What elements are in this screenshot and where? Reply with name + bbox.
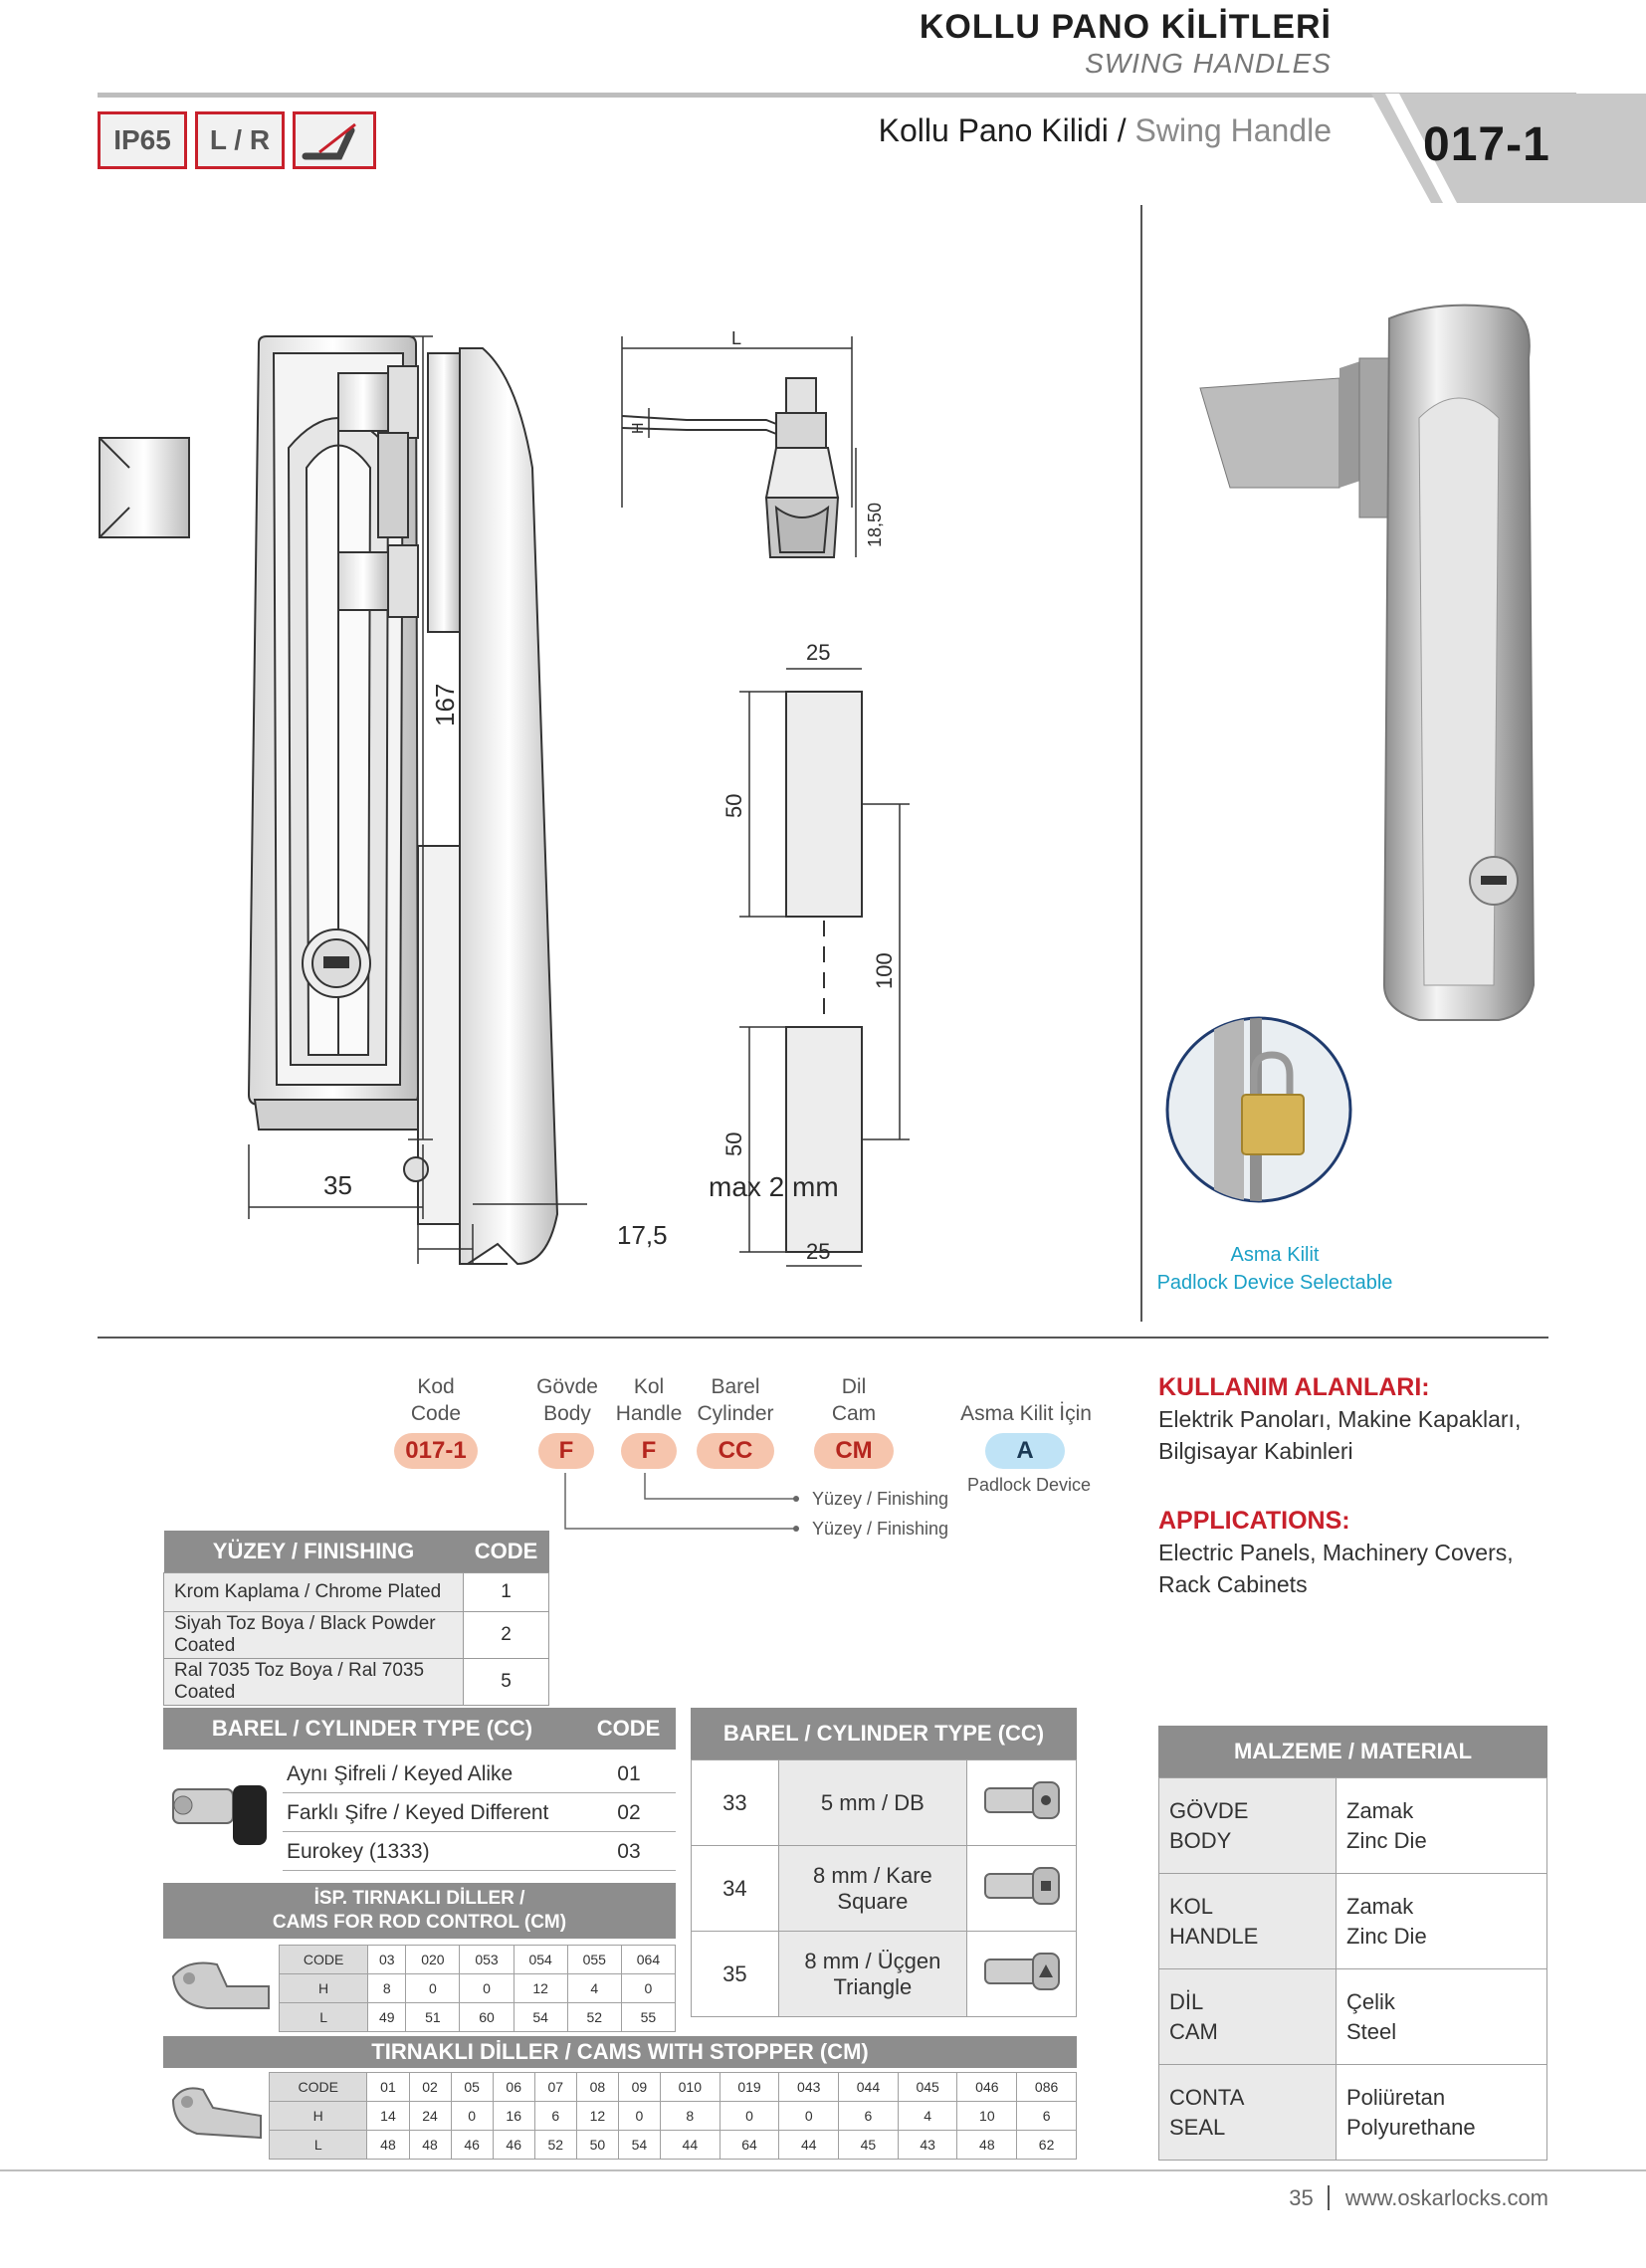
table-row [283, 1833, 676, 1871]
table-cell: 053 [460, 1946, 514, 1974]
table-cell: 16 [493, 2102, 534, 2131]
material-key-en: HANDLE [1169, 1923, 1259, 1949]
applications-text-en [1158, 1537, 1514, 1600]
table-cell: 07 [534, 2073, 576, 2102]
table-cell: 0 [618, 2102, 660, 2131]
ordering-head-cam [814, 1373, 894, 1427]
dim-cutout-50-bottom: 50 [721, 1132, 746, 1156]
drawing-divider [1140, 205, 1142, 1322]
material-key-tr: DİL [1169, 1988, 1204, 2014]
ordering-head-tr: Asma Kilit İçin [960, 1402, 1092, 1425]
cylinder-barrel-desc-line2: Triangle [833, 1973, 913, 1999]
applications-text-en-line1: Electric Panels, Machinery Covers, [1158, 1540, 1514, 1565]
ordering-head-tr: Kod [417, 1375, 455, 1398]
table-cell: 0 [406, 1974, 460, 2003]
cylinder-type-label: Farklı Şifre / Keyed Different [287, 1800, 549, 1824]
table-cell: 6 [534, 2102, 576, 2131]
applications-text-tr-line1: Elektrik Panoları, Makine Kapakları, [1158, 1406, 1522, 1432]
table-cell: 62 [1017, 2131, 1077, 2160]
table-cell: 4 [898, 2102, 957, 2131]
table-row [270, 2073, 1077, 2102]
material-key-tr: KOL [1169, 1893, 1214, 1919]
ordering-head-code [396, 1373, 476, 1427]
table-cell: 08 [576, 2073, 618, 2102]
page-number: 35 [1289, 2185, 1329, 2210]
product-photo [1190, 299, 1568, 1055]
material-key [1159, 1969, 1337, 2065]
table-cell: 8 [368, 1974, 406, 2003]
material-key-en: SEAL [1169, 2114, 1226, 2140]
cylinder-type-label: Aynı Şifreli / Keyed Alike [287, 1761, 514, 1785]
table-cell: 48 [367, 2131, 409, 2160]
table-cell: 45 [839, 2131, 899, 2160]
cylinder-barrel-desc [778, 1846, 966, 1932]
technical-drawing [90, 209, 1144, 1304]
table-cell: 51 [406, 2003, 460, 2032]
table-row [1159, 1778, 1547, 1874]
material-value-tr: Çelik [1346, 1988, 1395, 2014]
table-cell: 24 [409, 2102, 451, 2131]
cylinder-barrel-code: 33 [692, 1760, 779, 1846]
website-link[interactable]: www.oskarlocks.com [1344, 2185, 1548, 2210]
cylinder-type-label: Eurokey (1333) [287, 1839, 430, 1863]
material-value-en: Zinc Die [1346, 1923, 1427, 1949]
table-row [270, 2102, 1077, 2131]
ordering-head-tr: Gövde [536, 1375, 598, 1398]
table-row [283, 1755, 676, 1793]
table-cell: 52 [567, 2003, 621, 2032]
material-value-tr: Zamak [1346, 1893, 1414, 1919]
table-cell: 48 [409, 2131, 451, 2160]
stopper-cam-icon [167, 2074, 267, 2154]
table-cell: 12 [514, 1974, 567, 2003]
table-cell: 44 [779, 2131, 839, 2160]
footer-divider [0, 2169, 1646, 2171]
cylinder-barrel-desc [778, 1760, 966, 1846]
cylinder-barrel-image [967, 1932, 1077, 2017]
table-cell: 019 [720, 2073, 779, 2102]
table-cell: 09 [618, 2073, 660, 2102]
finishing-header-label: YÜZEY / FINISHING [164, 1531, 464, 1572]
material-key-tr: GÖVDE [1169, 1797, 1249, 1823]
product-code: 017-1 [1423, 118, 1550, 171]
table-cell: 4 [567, 1974, 621, 2003]
material-key [1159, 2065, 1337, 2161]
table-cell: 0 [460, 1974, 514, 2003]
ordering-cam-pill: CM [814, 1433, 894, 1469]
finishing-label: Siyah Toz Boya / Black Powder Coated [164, 1611, 464, 1658]
table-cell: 46 [493, 2131, 534, 2160]
table-cell: 55 [621, 2003, 675, 2032]
finishing-table [163, 1531, 549, 1706]
cylinder-type-code: 02 [617, 1800, 641, 1824]
padlock-caption-tr: Asma Kilit [1230, 1244, 1320, 1266]
footer [1289, 2185, 1548, 2211]
model-name-en: Swing Handle [1134, 112, 1332, 148]
dim-cutout-100: 100 [872, 952, 897, 989]
cam-detail [622, 378, 838, 557]
table-cell: 06 [493, 2073, 534, 2102]
table-row [270, 2131, 1077, 2160]
left-right-badge: L / R [195, 111, 285, 169]
table-row [692, 1846, 1077, 1932]
table-cell: 8 [660, 2102, 720, 2131]
material-value-tr: Poliüretan [1346, 2084, 1446, 2110]
applications-text-tr [1158, 1403, 1521, 1467]
applications-text-tr-line2: Bilgisayar Kabinleri [1158, 1438, 1353, 1464]
table-cell: 054 [514, 1946, 567, 1974]
table-row [164, 1611, 549, 1658]
cylinder-barrel-code: 34 [692, 1846, 779, 1932]
material-key [1159, 1874, 1337, 1969]
material-key-en: CAM [1169, 2018, 1218, 2044]
section-subtitle: SWING HANDLES [1085, 48, 1332, 79]
table-cell: 055 [567, 1946, 621, 1974]
finishing-header-code: CODE [464, 1531, 549, 1572]
table-row [164, 1658, 549, 1705]
applications-title-tr: KULLANIM ALANLARI: [1158, 1373, 1430, 1401]
cams-stopper-header: TIRNAKLI DİLLER / CAMS WITH STOPPER (CM) [163, 2036, 1077, 2068]
ordering-head-en: Cam [831, 1402, 877, 1425]
dim-cutout-25-top: 25 [806, 640, 831, 665]
dim-cam-h: H [630, 422, 647, 434]
panel-cutout [786, 692, 862, 1252]
table-row [692, 1932, 1077, 2017]
table-cell: 064 [621, 1946, 675, 1974]
dim-cam-l: L [731, 328, 742, 348]
cylinder-barrel-desc-line1: 8 mm / Üçgen [804, 1948, 941, 1973]
cylinder-barrel-image [967, 1760, 1077, 1846]
cylinder-barrel-code: 35 [692, 1932, 779, 2017]
model-name-tr: Kollu Pano Kilidi / [878, 112, 1127, 148]
ordering-head-cylinder [691, 1373, 780, 1427]
table-row [1159, 1874, 1547, 1969]
finishing-table-header [164, 1531, 549, 1572]
ordering-head-en: Handle [615, 1402, 683, 1425]
ip65-badge: IP65 [98, 111, 187, 169]
header-divider [98, 93, 1576, 98]
swing-handle-icon [293, 111, 376, 169]
table-cell: 0 [451, 2102, 493, 2131]
ordering-cylinder-pill: CC [697, 1433, 774, 1469]
cams-rod-grid [279, 1945, 676, 2032]
cylinder-type-header [163, 1708, 676, 1750]
ordering-head-tr: Dil [841, 1375, 867, 1398]
table-cell: 043 [779, 2073, 839, 2102]
finishing-code: 5 [464, 1658, 549, 1705]
table-row [164, 1572, 549, 1611]
cylinder-barrel-desc-line2: Square [837, 1888, 909, 1914]
table-cell: 05 [451, 2073, 493, 2102]
cams-rod-header-line2: CAMS FOR ROD CONTROL (CM) [272, 1912, 567, 1933]
cylinder-5mm-icon [977, 1770, 1067, 1830]
ordering-padlock-pill: A [985, 1433, 1065, 1469]
table-cell: CODE [270, 2073, 367, 2102]
cylinder-type-code: 03 [617, 1839, 641, 1863]
material-key [1159, 1778, 1337, 1874]
table-cell: 6 [839, 2102, 899, 2131]
table-row [280, 1974, 676, 2003]
finishing-label: Krom Kaplama / Chrome Plated [164, 1572, 464, 1611]
table-cell: 48 [957, 2131, 1017, 2160]
section-title: KOLLU PANO KİLİTLERİ [919, 8, 1332, 46]
finishing-code: 1 [464, 1572, 549, 1611]
ordering-body-pill: F [538, 1433, 594, 1469]
dim-cutout-25-bottom: 25 [806, 1239, 831, 1264]
ordering-head-padlock [953, 1400, 1099, 1427]
table-cell: 54 [514, 2003, 567, 2032]
table-cell: 0 [621, 1974, 675, 2003]
cylinder-barrel-header: BAREL / CYLINDER TYPE (CC) [691, 1708, 1077, 1759]
table-cell: 64 [720, 2131, 779, 2160]
material-key-tr: CONTA [1169, 2084, 1245, 2110]
material-value-en: Polyurethane [1346, 2114, 1476, 2140]
table-cell: 6 [1017, 2102, 1077, 2131]
dim-max-2mm: max 2 mm [709, 1171, 839, 1202]
table-row [1159, 2065, 1547, 2161]
padlock-device-note: Padlock Device [967, 1475, 1092, 1495]
material-value-tr: Zamak [1346, 1797, 1414, 1823]
padlock-caption-en: Padlock Device Selectable [1156, 1272, 1393, 1294]
ordering-connector-lines [557, 1473, 806, 1533]
cylinder-barrel-table [691, 1759, 1077, 2017]
ordering-head-tr: Kol [633, 1375, 665, 1398]
cylinder-type-header-code: CODE [596, 1716, 661, 1741]
table-cell: 0 [779, 2102, 839, 2131]
cams-rod-header-line1: İSP. TIRNAKLI DİLLER / [313, 1888, 525, 1909]
cylinder-barrel-desc-line1: 8 mm / Kare [812, 1862, 932, 1888]
table-cell: H [270, 2102, 367, 2131]
dim-width-35: 35 [323, 1170, 352, 1200]
table-cell: 49 [368, 2003, 406, 2032]
cylinder-square-icon [977, 1856, 1067, 1916]
applications-text-en-line2: Rack Cabinets [1158, 1571, 1308, 1597]
table-cell: 046 [957, 2073, 1017, 2102]
material-value-en: Zinc Die [1346, 1827, 1427, 1853]
table-cell: H [280, 1974, 368, 2003]
table-row [283, 1794, 676, 1832]
material-key-en: BODY [1169, 1827, 1232, 1853]
padlock-icon [1164, 1015, 1353, 1204]
ordering-handle-pill: F [621, 1433, 677, 1469]
table-row [1159, 1969, 1547, 2065]
rod-cam-icon [167, 1947, 275, 2026]
cams-stopper-grid [269, 2072, 1077, 2160]
table-cell: 0 [720, 2102, 779, 2131]
table-cell: 03 [368, 1946, 406, 1974]
table-cell: 02 [409, 2073, 451, 2102]
ordering-head-tr: Barel [711, 1375, 760, 1398]
table-cell: 020 [406, 1946, 460, 1974]
dim-depth-17-5: 17,5 [617, 1220, 668, 1250]
finishing-note-handle: Yüzey / Finishing [812, 1489, 949, 1509]
cams-rod-header [163, 1883, 676, 1939]
table-cell: 52 [534, 2131, 576, 2160]
table-cell: 10 [957, 2102, 1017, 2131]
finishing-label: Ral 7035 Toz Boya / Ral 7035 Coated [164, 1658, 464, 1705]
cylinder-key-icon [167, 1759, 277, 1867]
table-cell: 50 [576, 2131, 618, 2160]
table-cell: 044 [839, 2073, 899, 2102]
table-cell: 12 [576, 2102, 618, 2131]
table-cell: 46 [451, 2131, 493, 2160]
cylinder-barrel-desc [778, 1932, 966, 2017]
cylinder-barrel-desc-line1: 5 mm / DB [820, 1789, 925, 1815]
table-row [692, 1760, 1077, 1846]
cylinder-type-header-label: BAREL / CYLINDER TYPE (CC) [211, 1716, 533, 1741]
table-cell: 60 [460, 2003, 514, 2032]
material-value-en: Steel [1346, 2018, 1397, 2044]
ordering-head-handle [609, 1373, 689, 1427]
table-cell: 54 [618, 2131, 660, 2160]
ordering-head-body [527, 1373, 607, 1427]
model-title [879, 112, 1332, 149]
material-value [1337, 1778, 1547, 1874]
material-value [1337, 2065, 1547, 2161]
table-cell: 086 [1017, 2073, 1077, 2102]
cylinder-triangle-icon [977, 1942, 1067, 2001]
finishing-note-body: Yüzey / Finishing [812, 1519, 949, 1539]
table-row [280, 2003, 676, 2032]
ordering-head-en: Cylinder [697, 1402, 774, 1425]
table-cell: CODE [280, 1946, 368, 1974]
cylinder-type-code: 01 [617, 1761, 641, 1785]
front-view [100, 336, 422, 1130]
table-cell: 045 [898, 2073, 957, 2102]
table-cell: L [270, 2131, 367, 2160]
dim-cutout-50-top: 50 [721, 793, 746, 818]
finishing-code: 2 [464, 1611, 549, 1658]
table-row [280, 1946, 676, 1974]
ordering-head-en: Body [543, 1402, 591, 1425]
section-divider [98, 1337, 1548, 1339]
table-cell: 01 [367, 2073, 409, 2102]
table-cell: 44 [660, 2131, 720, 2160]
table-cell: L [280, 2003, 368, 2032]
dim-cam-18-50: 18,50 [865, 502, 885, 547]
ordering-head-en: Code [410, 1402, 462, 1425]
table-cell: 14 [367, 2102, 409, 2131]
ordering-code-pill: 017-1 [394, 1433, 478, 1469]
applications-title-en: APPLICATIONS: [1158, 1507, 1350, 1535]
table-cell: 43 [898, 2131, 957, 2160]
material-value [1337, 1969, 1547, 2065]
table-cell: 010 [660, 2073, 720, 2102]
material-value [1337, 1874, 1547, 1969]
material-header: MALZEME / MATERIAL [1158, 1726, 1547, 1777]
material-table [1158, 1777, 1547, 2161]
cylinder-barrel-image [967, 1846, 1077, 1932]
dim-height-167: 167 [430, 683, 460, 726]
